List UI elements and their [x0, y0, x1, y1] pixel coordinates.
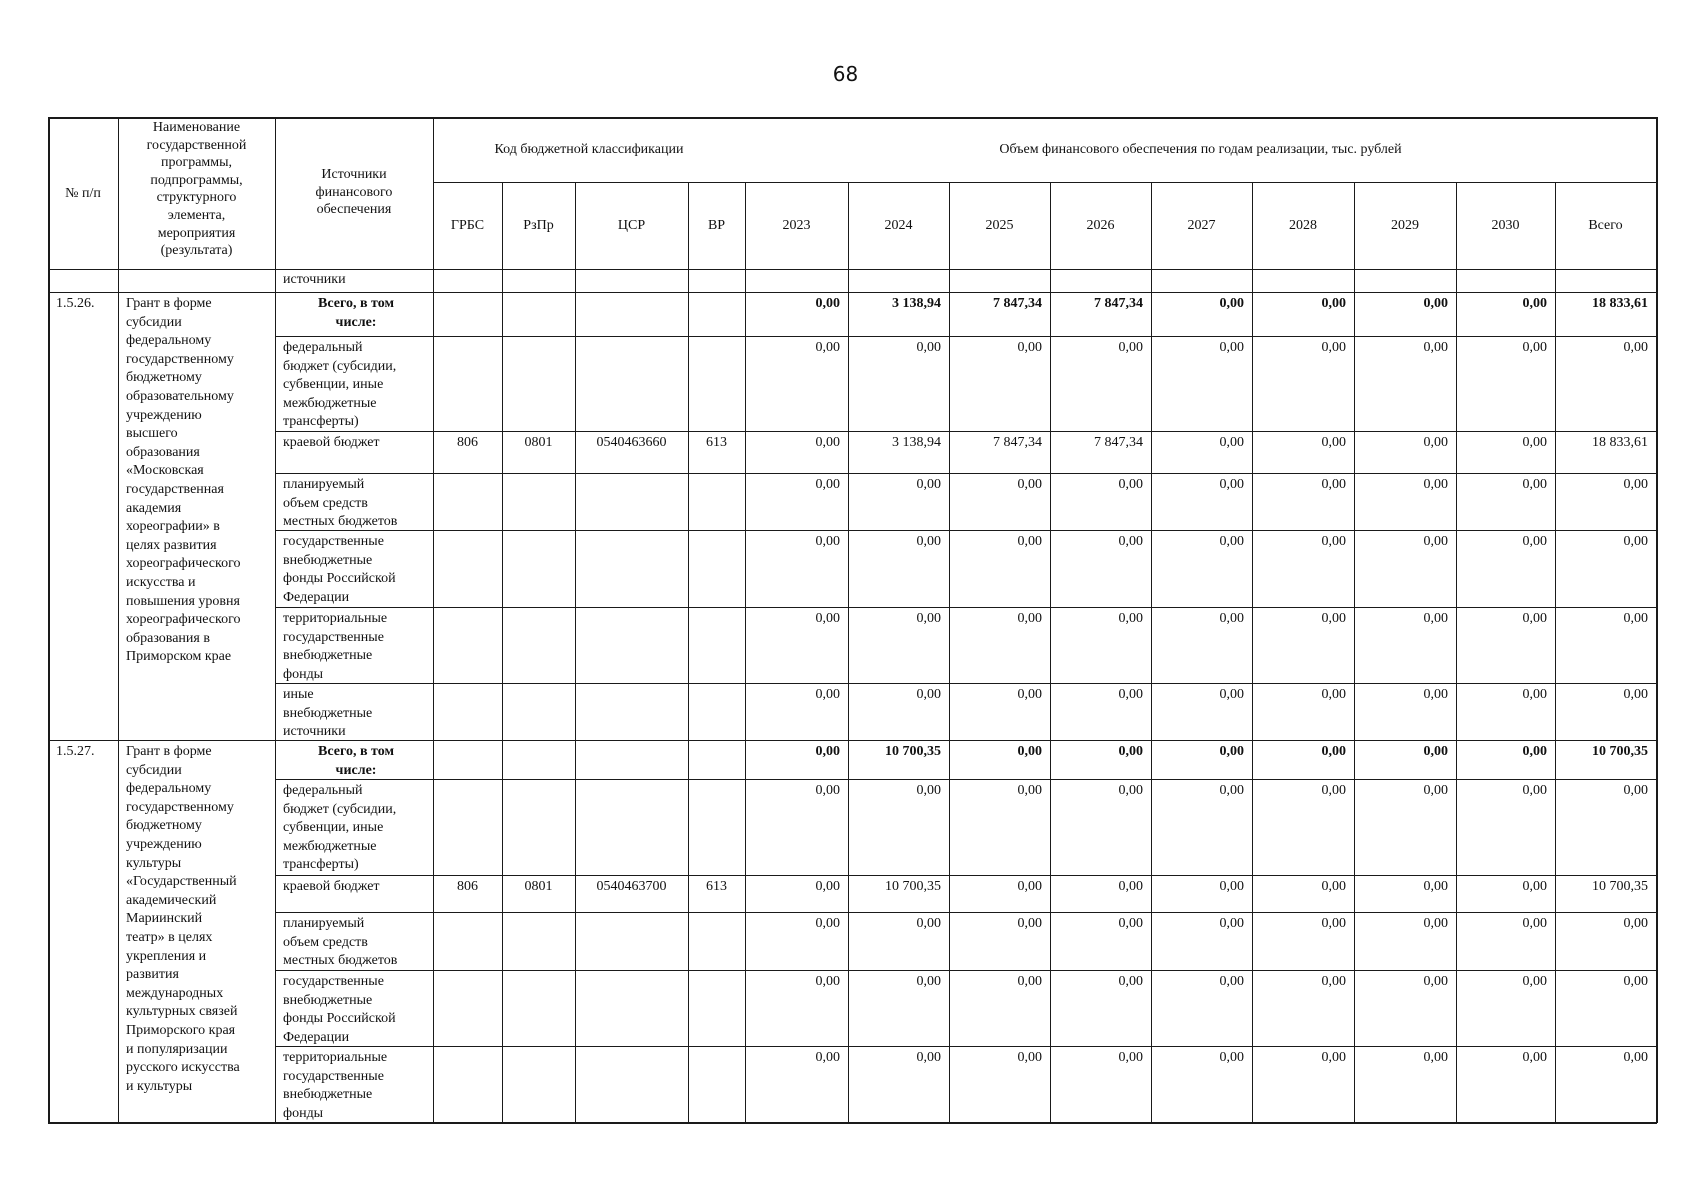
- header-year: 2023: [782, 218, 811, 233]
- value-cell: 0,00: [1423, 974, 1448, 989]
- value-cell: 0,00: [1118, 1050, 1143, 1065]
- code-cell: [577, 973, 686, 993]
- code-cell: [504, 1049, 573, 1069]
- code-cell: [435, 686, 500, 706]
- source-cell: краевой бюджет: [283, 435, 380, 450]
- value-cell: 0,00: [1017, 340, 1042, 355]
- value-cell: 0,00: [1118, 916, 1143, 931]
- year-column-line: [1555, 182, 1556, 1122]
- header-bottom-line: [48, 269, 1656, 270]
- code-cell: [504, 782, 573, 802]
- code-cell: [435, 915, 500, 935]
- value-cell: 0,00: [1522, 477, 1547, 492]
- value-cell: 0,00: [916, 1050, 941, 1065]
- value-cell: 0,00: [916, 783, 941, 798]
- value-cell: 0,00: [1219, 687, 1244, 702]
- value-cell: 0,00: [1321, 435, 1346, 450]
- code-cell: [577, 533, 686, 553]
- value-cell: 0,00: [916, 340, 941, 355]
- value-cell: 0,00: [1219, 783, 1244, 798]
- value-cell: 0,00: [1017, 916, 1042, 931]
- code-cell: [435, 973, 500, 993]
- value-cell: 0,00: [916, 477, 941, 492]
- source-cell: краевой бюджет: [283, 879, 380, 894]
- value-cell: 0,00: [1522, 611, 1547, 626]
- row-line: [275, 1046, 1656, 1047]
- value-cell: 0,00: [916, 974, 941, 989]
- code-cell: [435, 533, 500, 553]
- source-cell: территориальные государственные внебюджетные фонды: [283, 1050, 388, 1121]
- table-border-left: [48, 117, 50, 1123]
- value-cell: 0,00: [1623, 340, 1648, 355]
- value-cell: 7 847,34: [1094, 296, 1143, 311]
- header-year: 2029: [1391, 218, 1419, 233]
- code-cell: [690, 915, 743, 935]
- source-cell: планируемый объем средств местных бюджетов: [283, 916, 398, 969]
- value-cell: 0,00: [916, 687, 941, 702]
- value-cell: 0,00: [1118, 744, 1143, 759]
- code-cell: [577, 610, 686, 630]
- code-cell: 0540463660: [596, 435, 667, 450]
- value-cell: 0,00: [1321, 783, 1346, 798]
- value-cell: 7 847,34: [993, 296, 1042, 311]
- header-code: ГРБС: [450, 218, 485, 233]
- value-cell: 0,00: [815, 879, 840, 894]
- code-cell: [690, 973, 743, 993]
- value-cell: 0,00: [1017, 687, 1042, 702]
- header-code: ВР: [707, 218, 726, 233]
- header-year: 2027: [1187, 218, 1216, 233]
- item-number: 1.5.26.: [56, 296, 95, 311]
- value-cell: 0,00: [815, 340, 840, 355]
- value-cell: 10 700,35: [1592, 879, 1648, 894]
- code-cell: [504, 339, 573, 359]
- code-cell: [690, 743, 743, 763]
- code-cell: [504, 476, 573, 496]
- code-cell: [504, 973, 573, 993]
- year-column-line: [1151, 182, 1152, 1122]
- value-cell: 0,00: [1118, 879, 1143, 894]
- value-cell: 0,00: [1321, 687, 1346, 702]
- code-cell: 0540463700: [596, 879, 667, 894]
- value-cell: 7 847,34: [1094, 435, 1143, 450]
- value-cell: 0,00: [1423, 534, 1448, 549]
- item-number: 1.5.27.: [56, 744, 95, 759]
- code-cell: [504, 533, 573, 553]
- value-cell: 0,00: [1522, 974, 1547, 989]
- code-cell: [690, 295, 743, 315]
- year-column-line: [848, 182, 849, 1122]
- year-column-line: [1456, 182, 1457, 1122]
- value-cell: 0,00: [1522, 783, 1547, 798]
- header-year: 2026: [1086, 218, 1115, 233]
- value-cell: 0,00: [1118, 687, 1143, 702]
- value-cell: 18 833,61: [1592, 296, 1648, 311]
- value-cell: 0,00: [1118, 783, 1143, 798]
- year-column-line: [1050, 182, 1051, 1122]
- carry-over-source: источники: [283, 272, 346, 287]
- value-cell: 0,00: [815, 974, 840, 989]
- value-cell: 0,00: [916, 534, 941, 549]
- header-volume: Объем финансового обеспечения по годам реализации, тыс. рублей: [999, 142, 1402, 157]
- page-number: 68: [832, 62, 859, 86]
- header-year: 2028: [1289, 218, 1317, 233]
- value-cell: 0,00: [1118, 340, 1143, 355]
- value-cell: 0,00: [1423, 687, 1448, 702]
- value-cell: 0,00: [1219, 435, 1244, 450]
- code-cell: [577, 782, 686, 802]
- value-cell: 0,00: [815, 435, 840, 450]
- code-cell: [435, 1049, 500, 1069]
- header-code: РзПр: [523, 218, 554, 233]
- source-cell: территориальные государственные внебюджетные фонды: [283, 611, 388, 682]
- year-column-line: [1252, 182, 1253, 1122]
- item-name: Грант в форме субсидии федеральному государственному бюджетному учреждению культуры «Государственный академический Мариинский театр» в целях укрепления и развития международных культурных связей Приморского края и популяризации русского искусства и культуры: [126, 744, 240, 1094]
- value-cell: 7 847,34: [993, 435, 1042, 450]
- header-year: 2025: [985, 218, 1014, 233]
- value-cell: 0,00: [1423, 435, 1448, 450]
- value-cell: 0,00: [1423, 296, 1448, 311]
- code-cell: [435, 476, 500, 496]
- table-border-bottom: [48, 1122, 1657, 1124]
- value-cell: 0,00: [1321, 534, 1346, 549]
- value-cell: 0,00: [1219, 611, 1244, 626]
- value-cell: 0,00: [1219, 477, 1244, 492]
- column-line: [275, 117, 276, 1123]
- value-cell: 0,00: [815, 687, 840, 702]
- value-cell: 0,00: [815, 1050, 840, 1065]
- value-cell: 0,00: [1017, 974, 1042, 989]
- value-cell: 0,00: [1219, 744, 1244, 759]
- value-cell: 0,00: [1522, 744, 1547, 759]
- code-cell: [577, 743, 686, 763]
- value-cell: 0,00: [815, 916, 840, 931]
- code-cell: [504, 743, 573, 763]
- row-line: [275, 970, 1656, 971]
- value-cell: 0,00: [1522, 687, 1547, 702]
- value-cell: 0,00: [1423, 879, 1448, 894]
- code-cell: [577, 339, 686, 359]
- value-cell: 0,00: [1017, 744, 1042, 759]
- column-line: [433, 117, 434, 1123]
- value-cell: 0,00: [1219, 1050, 1244, 1065]
- value-cell: 0,00: [1017, 611, 1042, 626]
- header-year: Всего: [1588, 218, 1623, 233]
- value-cell: 0,00: [1623, 687, 1648, 702]
- code-cell: [690, 782, 743, 802]
- value-cell: 0,00: [1321, 1050, 1346, 1065]
- code-cell: [690, 686, 743, 706]
- value-cell: 10 700,35: [885, 879, 941, 894]
- code-cell: 806: [457, 879, 478, 894]
- source-cell: Всего, в том числе:: [318, 296, 394, 330]
- value-cell: 0,00: [1623, 783, 1648, 798]
- value-cell: 0,00: [1118, 477, 1143, 492]
- value-cell: 0,00: [1522, 1050, 1547, 1065]
- value-cell: 0,00: [1118, 974, 1143, 989]
- source-cell: планируемый объем средств местных бюджетов: [283, 477, 398, 529]
- header-source: Источники финансового обеспечения: [315, 167, 393, 218]
- value-cell: 0,00: [1219, 916, 1244, 931]
- header-divider-line: [433, 182, 1656, 183]
- code-column-line: [575, 182, 576, 1122]
- code-cell: 613: [706, 879, 727, 894]
- code-cell: [577, 686, 686, 706]
- code-cell: [504, 686, 573, 706]
- value-cell: 0,00: [1321, 974, 1346, 989]
- value-cell: 0,00: [815, 611, 840, 626]
- row-line: [275, 607, 1656, 608]
- value-cell: 0,00: [1321, 340, 1346, 355]
- value-cell: 0,00: [1423, 340, 1448, 355]
- value-cell: 10 700,35: [885, 744, 941, 759]
- code-cell: [690, 476, 743, 496]
- value-cell: 0,00: [1623, 477, 1648, 492]
- source-cell: государственные внебюджетные фонды Российской Федерации: [283, 534, 396, 605]
- year-column-line: [745, 182, 746, 1122]
- code-cell: [690, 533, 743, 553]
- value-cell: 0,00: [1017, 783, 1042, 798]
- header-year: 2024: [884, 218, 913, 233]
- value-cell: 0,00: [1321, 477, 1346, 492]
- value-cell: 0,00: [916, 916, 941, 931]
- row-line: [275, 473, 1656, 474]
- year-column-line: [949, 182, 950, 1122]
- code-cell: [690, 339, 743, 359]
- code-cell: [577, 915, 686, 935]
- code-cell: 613: [706, 435, 727, 450]
- table-border-top: [48, 117, 1656, 119]
- code-cell: [690, 610, 743, 630]
- value-cell: 0,00: [1321, 296, 1346, 311]
- value-cell: 0,00: [815, 744, 840, 759]
- source-cell: федеральный бюджет (субсидии, субвенции, иные межбюджетные трансферты): [283, 340, 397, 430]
- value-cell: 3 138,94: [892, 435, 941, 450]
- row-line: [275, 779, 1656, 780]
- value-cell: 0,00: [1321, 879, 1346, 894]
- value-cell: 0,00: [1017, 477, 1042, 492]
- code-column-line: [502, 182, 503, 1122]
- value-cell: 3 138,94: [892, 296, 941, 311]
- code-cell: [435, 295, 500, 315]
- value-cell: 0,00: [1017, 1050, 1042, 1065]
- header-kbk: Код бюджетной классификации: [494, 142, 684, 157]
- row-line: [275, 912, 1656, 913]
- value-cell: 0,00: [815, 534, 840, 549]
- value-cell: 0,00: [1522, 879, 1547, 894]
- value-cell: 0,00: [1118, 534, 1143, 549]
- value-cell: 0,00: [1219, 340, 1244, 355]
- code-cell: [435, 782, 500, 802]
- table-border-right: [1656, 117, 1658, 1123]
- value-cell: 0,00: [1321, 744, 1346, 759]
- value-cell: 0,00: [1219, 879, 1244, 894]
- code-cell: [504, 915, 573, 935]
- row-line: [275, 875, 1656, 876]
- value-cell: 0,00: [1017, 534, 1042, 549]
- value-cell: 0,00: [1623, 534, 1648, 549]
- value-cell: 10 700,35: [1592, 744, 1648, 759]
- group-divider-line: [48, 740, 1656, 741]
- value-cell: 0,00: [1219, 974, 1244, 989]
- item-name: Грант в форме субсидии федеральному государственному бюджетному образовательному учреждению высшего образования «Московская государственная академия хореографии» в целях развития хореографического искусства и повышения уровня хореографического образования в Приморском крае: [126, 296, 241, 665]
- header-num: № п/п: [65, 186, 101, 201]
- value-cell: 0,00: [1623, 974, 1648, 989]
- value-cell: 0,00: [1423, 611, 1448, 626]
- value-cell: 0,00: [815, 477, 840, 492]
- value-cell: 0,00: [1522, 340, 1547, 355]
- code-cell: [577, 1049, 686, 1069]
- code-cell: 806: [457, 435, 478, 450]
- value-cell: 0,00: [1522, 296, 1547, 311]
- header-name: Наименование государственной программы, подпрограммы, структурного элемента, мероприятия (результата): [146, 120, 247, 259]
- carry-row-line: [48, 292, 1656, 293]
- header-code: ЦСР: [617, 218, 646, 233]
- source-cell: иные внебюджетные источники: [283, 687, 373, 739]
- value-cell: 0,00: [815, 296, 840, 311]
- value-cell: 0,00: [1423, 783, 1448, 798]
- value-cell: 0,00: [815, 783, 840, 798]
- value-cell: 0,00: [1219, 296, 1244, 311]
- value-cell: 0,00: [916, 611, 941, 626]
- row-line: [275, 431, 1656, 432]
- source-cell: федеральный бюджет (субсидии, субвенции, иные межбюджетные трансферты): [283, 783, 397, 873]
- code-cell: 0801: [524, 435, 553, 450]
- header-year: 2030: [1491, 218, 1520, 233]
- value-cell: 0,00: [1321, 916, 1346, 931]
- row-line: [275, 530, 1656, 531]
- source-cell: государственные внебюджетные фонды Российской Федерации: [283, 974, 396, 1045]
- code-cell: [435, 339, 500, 359]
- value-cell: 0,00: [1522, 534, 1547, 549]
- value-cell: 0,00: [1522, 435, 1547, 450]
- value-cell: 0,00: [1623, 611, 1648, 626]
- value-cell: 0,00: [1623, 1050, 1648, 1065]
- code-cell: [504, 610, 573, 630]
- value-cell: 0,00: [1219, 534, 1244, 549]
- value-cell: 0,00: [1423, 1050, 1448, 1065]
- value-cell: 0,00: [1423, 744, 1448, 759]
- value-cell: 0,00: [1321, 611, 1346, 626]
- value-cell: 0,00: [1017, 879, 1042, 894]
- value-cell: 0,00: [1522, 916, 1547, 931]
- code-column-line: [688, 182, 689, 1122]
- code-cell: [577, 295, 686, 315]
- value-cell: 0,00: [1423, 916, 1448, 931]
- code-cell: 0801: [524, 879, 553, 894]
- row-line: [275, 683, 1656, 684]
- code-cell: [435, 743, 500, 763]
- code-cell: [435, 610, 500, 630]
- source-cell: Всего, в том числе:: [318, 744, 394, 778]
- value-cell: 0,00: [1623, 916, 1648, 931]
- code-cell: [690, 1049, 743, 1069]
- year-column-line: [1354, 182, 1355, 1122]
- code-cell: [577, 476, 686, 496]
- value-cell: 18 833,61: [1592, 435, 1648, 450]
- value-cell: 0,00: [1118, 611, 1143, 626]
- code-cell: [504, 295, 573, 315]
- column-line: [118, 117, 119, 1123]
- row-line: [275, 336, 1656, 337]
- value-cell: 0,00: [1423, 477, 1448, 492]
